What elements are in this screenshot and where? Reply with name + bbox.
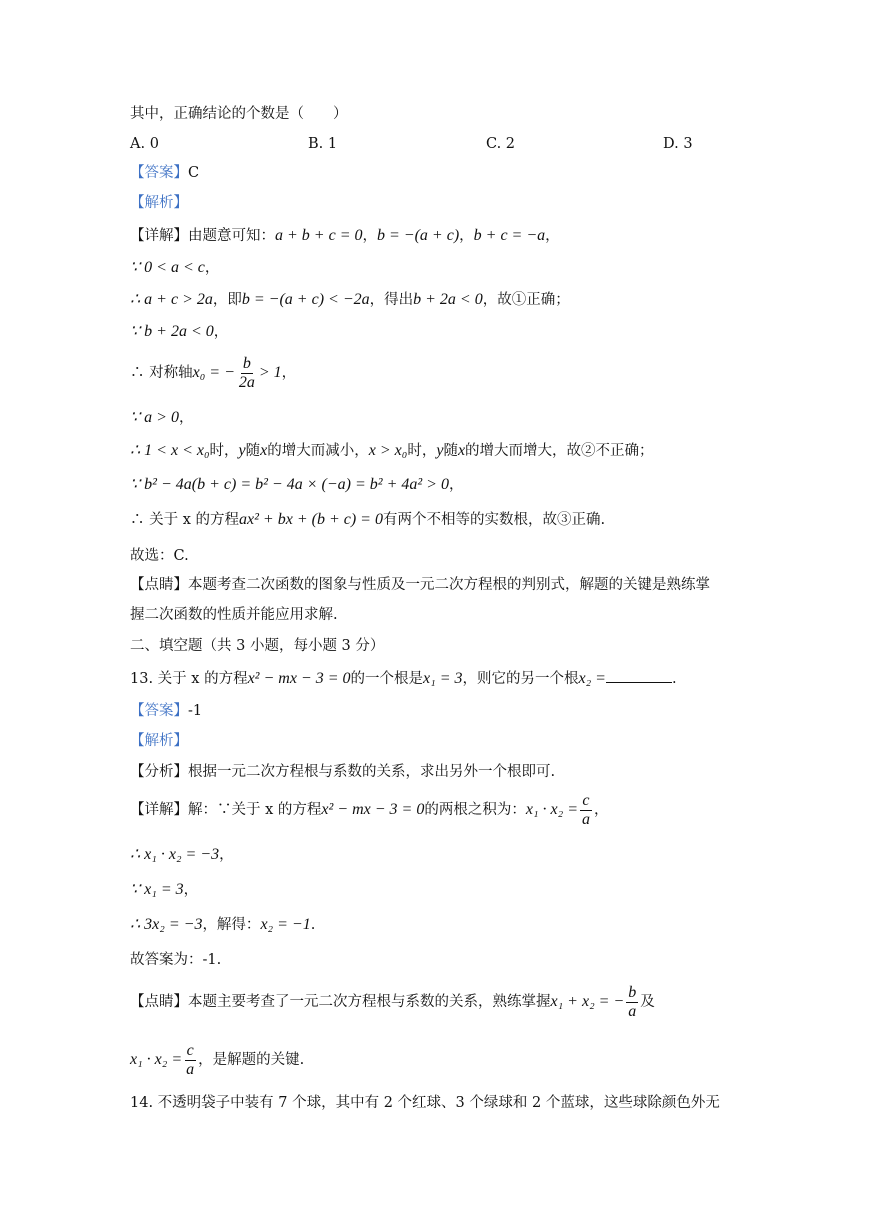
q13-answer-line (130, 701, 202, 721)
option-b: B. 1 (308, 136, 338, 152)
equation: ∵ a > 0 (130, 409, 179, 426)
q13-result: 故答案为：-1. (130, 952, 222, 968)
text: 的一个根是 (350, 671, 424, 687)
equation: x₀ = − (192, 364, 235, 381)
analyze-tag: 【分析】 (130, 764, 188, 780)
equation: ax² + bx + (b + c) = 0 (239, 511, 383, 528)
answer-line (130, 163, 199, 183)
equation: > 1 (258, 364, 282, 381)
equation: ∴ x₁ · x₂ = −3 (130, 846, 220, 863)
question-stem: 其中，正确结论的个数是（ ） (130, 106, 348, 122)
text: 本题考查二次函数的图象与性质及一元二次方程根的判别式，解题的关键是熟练掌 (188, 577, 710, 593)
q13-comment-line-1 (130, 980, 655, 1024)
detail-line-6: ∵ a > 0， (130, 409, 194, 426)
detail-line-8: ∵ b² − 4a(b + c) = b² − 4a × (−a) = b² + 4a² > 0， (130, 476, 464, 493)
fraction (184, 1042, 196, 1079)
variable: y (436, 442, 444, 459)
text: ，解得： (202, 917, 261, 933)
text: 由题意可知： (188, 228, 275, 244)
q13-detail-line-3: ∵ x₁ = 3， (130, 881, 199, 898)
text: ，即 (212, 292, 242, 308)
equation: b = −(a + c) < −2a (241, 291, 370, 308)
text: 随 (245, 443, 261, 459)
text: 解：∵关于 x 的方程 (188, 802, 322, 818)
detail-tag: 【详解】 (130, 228, 188, 244)
detail-line-5: ∴ 对称轴x₀ = − $\frac{b}{2a}$ > 1， (130, 354, 297, 391)
q13-stem (130, 668, 677, 689)
variable: x (260, 442, 268, 459)
text: ，则它的另一个根 (462, 671, 579, 687)
fraction-denominator: 2a (238, 373, 255, 391)
detail-line-3 (130, 290, 570, 310)
variable: x (457, 442, 466, 459)
equation: x₂ = (578, 670, 606, 687)
equation: ∴ 1 < x < x₀ (130, 442, 210, 459)
choose-line: 故选：C. (130, 548, 189, 564)
detail-line-2: ∵ 0 < a < c， (130, 259, 220, 276)
equation: a + b + c = 0 (275, 227, 363, 244)
comment-line-2: 握二次函数的性质并能应用求解. (130, 607, 338, 623)
equation: ∵ x₁ = 3 (130, 881, 184, 898)
equation: x₁ = 3 (423, 670, 463, 687)
equation: x > x₀ (368, 442, 408, 459)
fraction-numerator: b (242, 354, 251, 372)
equation: x₁ · x₂ = (130, 1051, 183, 1068)
fraction-numerator: b (628, 983, 637, 1001)
variable: y (238, 442, 246, 459)
q13-detail-line-4: ∴ 3x₂ = −3，解得：x₂ = −1. (130, 916, 316, 933)
text: 的增大而增大，故②不正确； (465, 443, 654, 459)
text: . (671, 671, 677, 687)
equation: x₁ + x₂ = − (550, 993, 625, 1010)
detail-line-4: ∵ b + 2a < 0， (130, 323, 229, 340)
q13-comment-line-2 (130, 1040, 304, 1080)
q13-analyze-line (130, 762, 555, 782)
answer-tag: 【答案】 (130, 165, 188, 181)
fraction-numerator: c (582, 791, 590, 809)
q14-stem: 14. 不透明袋子中装有 7 个球，其中有 2 个红球、3 个绿球和 2 个蓝球，这些球除颜色外无 (130, 1095, 720, 1111)
fraction-numerator: c (186, 1041, 194, 1059)
text: 的增大而减小， (267, 443, 369, 459)
option-c: C. 2 (486, 136, 516, 152)
option-d: D. 3 (663, 136, 693, 152)
answer-blank (606, 668, 672, 683)
detail-line-9 (130, 510, 605, 530)
equation: ∵ b² − 4a(b + c) = b² − 4a × (−a) = b² + 4a² > 0 (130, 476, 449, 493)
detail-line-7 (130, 441, 654, 461)
q13-analysis-tag: 【解析】 (130, 733, 188, 749)
answer-value: C (188, 165, 200, 181)
equation: x₁ · x₂ = (525, 801, 578, 818)
equation: ∴ 3x₂ = −3 (130, 916, 203, 933)
comment-line-1 (130, 575, 710, 595)
fraction (580, 792, 592, 829)
fraction-denominator: a (186, 1060, 195, 1078)
equation: ∴ a + c > 2a (130, 291, 213, 308)
equation: ∵ b + 2a < 0 (130, 323, 214, 340)
fraction-denominator: a (581, 810, 590, 828)
fraction (626, 984, 638, 1021)
q13-detail-line-2: ∴ x₁ · x₂ = −3， (130, 846, 234, 863)
detail-line-1: 【详解】由题意可知：a + b + c = 0，b = −(a + c)，b + c = −a， (130, 227, 560, 244)
answer-value: -1 (188, 703, 203, 719)
text: 本题主要考查了一元二次方程根与系数的关系，熟练掌握 (188, 994, 551, 1010)
comment-tag: 【点睛】 (130, 577, 188, 593)
analysis-tag: 【解析】 (130, 195, 188, 211)
fraction (237, 355, 257, 392)
text: ，故①正确； (482, 292, 570, 308)
text: 有两个不相等的实数根，故③正确. (382, 512, 606, 528)
text: 的两根之积为： (424, 802, 526, 818)
fraction-denominator: a (628, 1002, 637, 1020)
comment-tag: 【点睛】 (130, 994, 188, 1010)
text: 及 (640, 994, 655, 1010)
text: ，是解题的关键. (198, 1052, 305, 1068)
section-heading: 二、填空题（共 3 小题，每小题 3 分） (130, 638, 385, 654)
option-a: A. 0 (130, 136, 159, 152)
equation: b + 2a < 0 (413, 291, 483, 308)
text: 13. 关于 x 的方程 (130, 671, 248, 687)
text: ∴ 关于 x 的方程 (130, 512, 240, 528)
text: ∴ 对称轴 (130, 365, 193, 381)
answer-tag: 【答案】 (130, 703, 188, 719)
detail-tag: 【详解】 (130, 802, 188, 818)
text: 时， (209, 443, 239, 459)
q13-detail-line-1: 【详解】解：∵关于 x 的方程x² − mx − 3 = 0的两根之积为：x₁ · x₂ = $\frac{c}{a}$ ， (130, 791, 609, 828)
text: 根据一元二次方程根与系数的关系，求出另外一个根即可. (188, 764, 556, 780)
equation: x² − mx − 3 = 0 (247, 670, 351, 687)
equation: b = −(a + c) (377, 227, 460, 244)
text: 随 (443, 443, 458, 459)
equation: ∵ 0 < a < c (130, 259, 205, 276)
equation: x² − mx − 3 = 0 (321, 801, 425, 818)
text: ，得出 (369, 292, 414, 308)
equation: b + c = −a (473, 227, 546, 244)
equation: x₂ = −1 (260, 916, 311, 933)
text: 时， (407, 443, 437, 459)
